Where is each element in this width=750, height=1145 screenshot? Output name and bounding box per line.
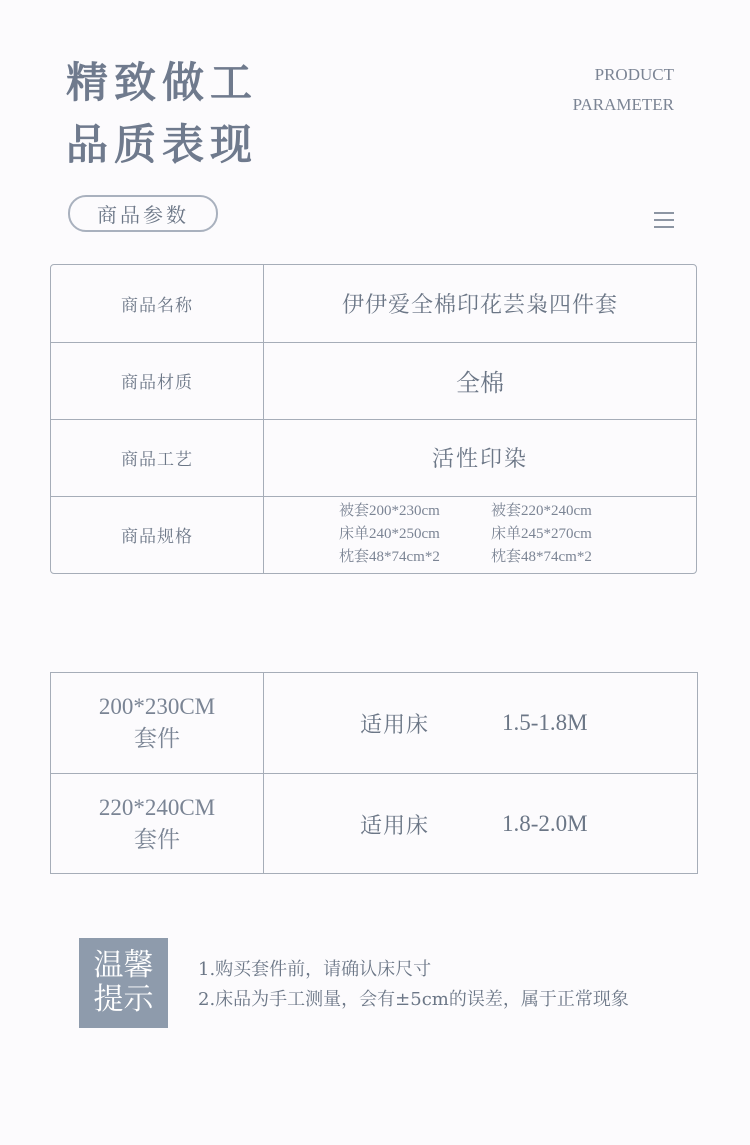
spec-item: 被套220*240cm (491, 503, 592, 519)
english-subtitle-line-1: PRODUCT (594, 65, 674, 84)
spec-item: 床单245*270cm (491, 526, 592, 542)
param-value: 伊伊爱全棉印花芸枭四件套 (341, 293, 618, 318)
fit-cell (264, 774, 697, 874)
fit-range: 1.8-2.0M (502, 811, 588, 836)
param-value: 活性印染 (431, 447, 528, 472)
english-subtitle-line-2: PARAMETER (572, 95, 674, 114)
tip-line-2: 2.床品为手工测量，会有±5cm的误差，属于正常现象 (198, 989, 629, 1010)
parameter-table (50, 264, 697, 574)
param-value: 全棉 (456, 369, 504, 397)
size-table (50, 672, 698, 874)
title-line-1: 精致做工 (66, 58, 259, 107)
tips-badge (79, 938, 168, 1028)
spec-item: 被套200*230cm (339, 503, 440, 519)
size-cell (51, 774, 264, 874)
tips-text (198, 955, 629, 1015)
tips-badge-line-2: 提示 (93, 982, 154, 1017)
table-row (51, 774, 697, 874)
size-cell (51, 673, 264, 773)
title-line-2: 品质表现 (66, 120, 259, 169)
english-subtitle (573, 60, 674, 120)
size-value: 220*240CM (98, 795, 216, 820)
size-value: 200*230CM (98, 694, 216, 719)
spec-item: 枕套48*74cm*2 (491, 549, 592, 565)
tips-badge-line-1: 温馨 (93, 948, 154, 983)
table-row (51, 496, 696, 573)
spec-grid (339, 502, 621, 567)
menu-icon (654, 212, 674, 233)
size-unit: 套件 (134, 726, 180, 752)
param-label: 商品材质 (51, 342, 264, 419)
table-row (51, 419, 696, 497)
tip-line-1: 1.购买套件前，请确认床尺寸 (198, 959, 432, 980)
spec-item: 床单240*250cm (339, 526, 440, 542)
table-row (51, 673, 697, 774)
section-pill: 商品参数 (68, 195, 218, 232)
fit-label: 适用床 (360, 712, 430, 738)
spec-item: 枕套48*74cm*2 (339, 549, 440, 565)
size-unit: 套件 (134, 827, 180, 853)
fit-cell (264, 673, 697, 773)
spec-cell (264, 496, 696, 573)
fit-range: 1.5-1.8M (502, 710, 588, 735)
page-title (66, 52, 258, 176)
fit-label: 适用床 (360, 813, 430, 839)
table-row (51, 342, 696, 420)
param-label: 商品名称 (51, 265, 264, 342)
table-row (51, 265, 696, 343)
param-label: 商品工艺 (51, 419, 264, 496)
param-label: 商品规格 (51, 496, 264, 573)
